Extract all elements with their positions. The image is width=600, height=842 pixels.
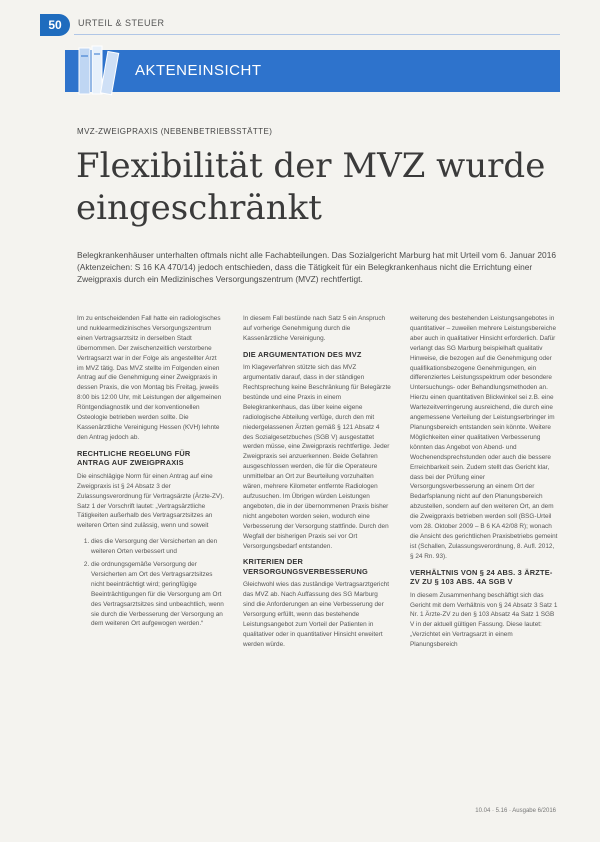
section-label: URTEIL & STEUER <box>78 18 165 28</box>
page-header <box>40 14 560 38</box>
list-item: 1. dies die Versorgung der Versicherten an den weiteren Orten verbessert und <box>91 537 225 557</box>
subheading: KRITERIEN DER VERSORGUNGSVERBESSERUNG <box>243 557 368 576</box>
paragraph: In diesem Fall bestünde nach Satz 5 ein Anspruch auf vorherige Genehmigung durch die Kassenärztliche Vereinigung. <box>243 315 386 342</box>
article-lead: Belegkrankenhäuser unterhalten oftmals nicht alle Fachabteilungen. Das Sozialgericht Marburg hat mit Urteil vom 6. Januar 2016 (Aktenzeichen: S 16 KA 470/14) jedoch entschieden, dass die Tätigkeit für ein Belegkrankenhaus nicht die Errichtung einer Zweigpraxis durch ein Medizinisches Versorgungszentrum (MVZ) rechtfertigt. <box>77 250 557 284</box>
paragraph: Im Klageverfahren stützte sich das MVZ argumentativ darauf, dass in der ständigen Rechtsprechung keine Beschränkung für Belegärzte bestünde und eine Praxis in einem Belegkrankenhaus, das über keine eigene radiologische Abteilung verfüge, durch den mit niedergelassenen Ärzten gemäß § 121 Absatz 4 des Sozialgesetzbuches (SGB V) ausgestattet werden müsse, eine Zweigpraxis rechtfertige. Jeder Zweigpraxis sei anzuerkennen. Beide Gefahren ausgeschlossen werden, die für die Operateure unmittelbar an Ort zur Beurteilung vorzuhalten wären, mehrere Kilometer entfernte Radiologen aufzusuchen. Im Übrigen würden Leistungen angeboten, die in der übernommenen Praxis bisher nicht angeboten worden seien, wodurch eine Verbesserung der Versorgung stattfinde. Durch den Wegfall der bisherigen Praxis sei vor Ort Versorgungsbedarf entstanden. <box>243 364 391 550</box>
column-3 <box>410 314 558 656</box>
subheading: VERHÄLTNIS VON § 24 ABS. 3 ÄRZTE-ZV ZU § 103 ABS. 4A SGB V <box>410 567 553 587</box>
column-2 <box>243 314 391 656</box>
article-title: Flexibilität der MVZ wurde eingeschränkt <box>76 146 546 228</box>
column-1 <box>77 314 225 635</box>
page-footer: 10.04 · 5.16 · Ausgabe 6/2016 <box>475 808 556 814</box>
paragraph: Die einschlägige Norm für einen Antrag auf eine Zweigpraxis ist § 24 Absatz 3 der Zulassungsverordnung für Vertragsärzte (Ärzte-ZV). Satz 1 der Vorschrift lautet: „Vertragsärztliche Tätigkeiten außerhalb des Vertragsarztsitzes an weiteren Orten sind zulässig, wenn und soweit <box>77 472 225 530</box>
paragraph: Gleichwohl wies das zuständige Vertragsarztgericht das MVZ ab. Nach Auffassung des SG Marburg sind die Anforderungen an eine Verbesserung der Versorgung erfüllt, wenn das bestehende Leistungsangebot zum Vorteil der Patienten in qualitativer oder in quantitativer Hinsicht erweitert werden würde. <box>243 581 389 648</box>
subheading: RECHTLICHE REGELUNG FÜR ANTRAG AUF ZWEIGPRAXIS <box>77 448 191 468</box>
header-divider <box>74 34 560 35</box>
subheading: DIE ARGUMENTATION DES MVZ <box>243 349 362 359</box>
list-item: 2. die ordnungsgemäße Versorgung der Versicherten am Ort des Vertragsarztsitzes nicht beeinträchtigt wird; geringfügige Beeinträchtigungen für die Versorgung am Ort des Vertragsarztsitzes sind unbeachtlich, wenn sie durch die Verbesserung der Versorgung an dem weiteren Ort aufgewogen werden.“ <box>91 560 225 629</box>
criteria-list <box>77 537 225 629</box>
banner-label: AKTENEINSICHT <box>135 62 262 79</box>
article-rubric: MVZ-ZWEIGPRAXIS (NEBENBETRIEBSSTÄTTE) <box>77 127 273 136</box>
books-icon <box>75 44 125 96</box>
page-number: 50 <box>40 14 70 36</box>
paragraph: Im zu entscheidenden Fall hatte ein radiologisches und nuklearmedizinisches Versorgungszentrum einen Vertragsarztsitz in derselben Stadt übernommen. Der zwischenzeitlich verstorbene Vertragsarzt war in der Folge als angestellter Arzt im MVZ tätig. Das MVZ stellte im Folgenden einen Antrag auf die Genehmigung einer Zweigpraxis in dessen Praxis, die von Montag bis Freitag, jeweils 8:00 bis 12:00 Uhr, mit Leistungen der allgemeinen Röntgendiagnostik und der konventionellen Osteologie betrieben werden sollte. Die Kassenärztliche Vereinigung Hessen (KVH) lehnte den Antrag jedoch ab. <box>77 315 222 441</box>
section-banner <box>65 50 560 92</box>
paragraph: weiterung des bestehenden Leistungsangebotes in quantitativer – zuweilen mehrere Leistungsbereiche aber auch in qualitativer Hinsicht erforderlich. Dafür verlangt das SG Marburg beispielhaft qualitativ Hinweise, die bezogen auf die Genehmigung oder qualifikationsbezogene Genehmigungen, ein differenziertes Leistungsspektrum oder besondere Untersuchungs- oder Behandlungsmethoden an. Hierzu einen quantitativen Blickwinkel sei z.B. eine Wartezeitverringerung ausreichend, die durch eine angemessene Verteilung der Leistungserbringer im Planungsbereich entstanden sein könnte. Weitere Möglichkeiten einer qualitativen Verbesserung könnten das Angebot von Abend- und Wochenendsprechstunden oder auch die bessere Erreichbarkeit sein. Zudem stellt das Gericht klar, dass bei der Prüfung einer Versorgungsverbesserung an einem Ort der Bedarfsplanung nicht auf den Planungsbereich abzustellen, sondern auf den weiteren Ort, an dem die Zweigpraxis betrieben werden soll (BSG-Urteil vom 28. Oktober 2009 – B 6 KA 42/08 R); wonach die Ansicht des gerichtlichen Praxisbetriebs gemeint ist (Schallen, Zulassungsverordnung, 8. Aufl. 2012, § 24 Rn. 93). <box>410 315 558 560</box>
paragraph: In diesem Zusammenhang beschäftigt sich das Gericht mit dem Verhältnis von § 24 Absatz 3 Satz 1 Nr. 1 Ärzte-ZV zu den § 103 Absatz 4a Satz 1 SGB V in der aktuell gültigen Fassung. Diese lautet: „Verzichtet ein Vertragsarzt in einem Planungsbereich <box>410 591 558 649</box>
